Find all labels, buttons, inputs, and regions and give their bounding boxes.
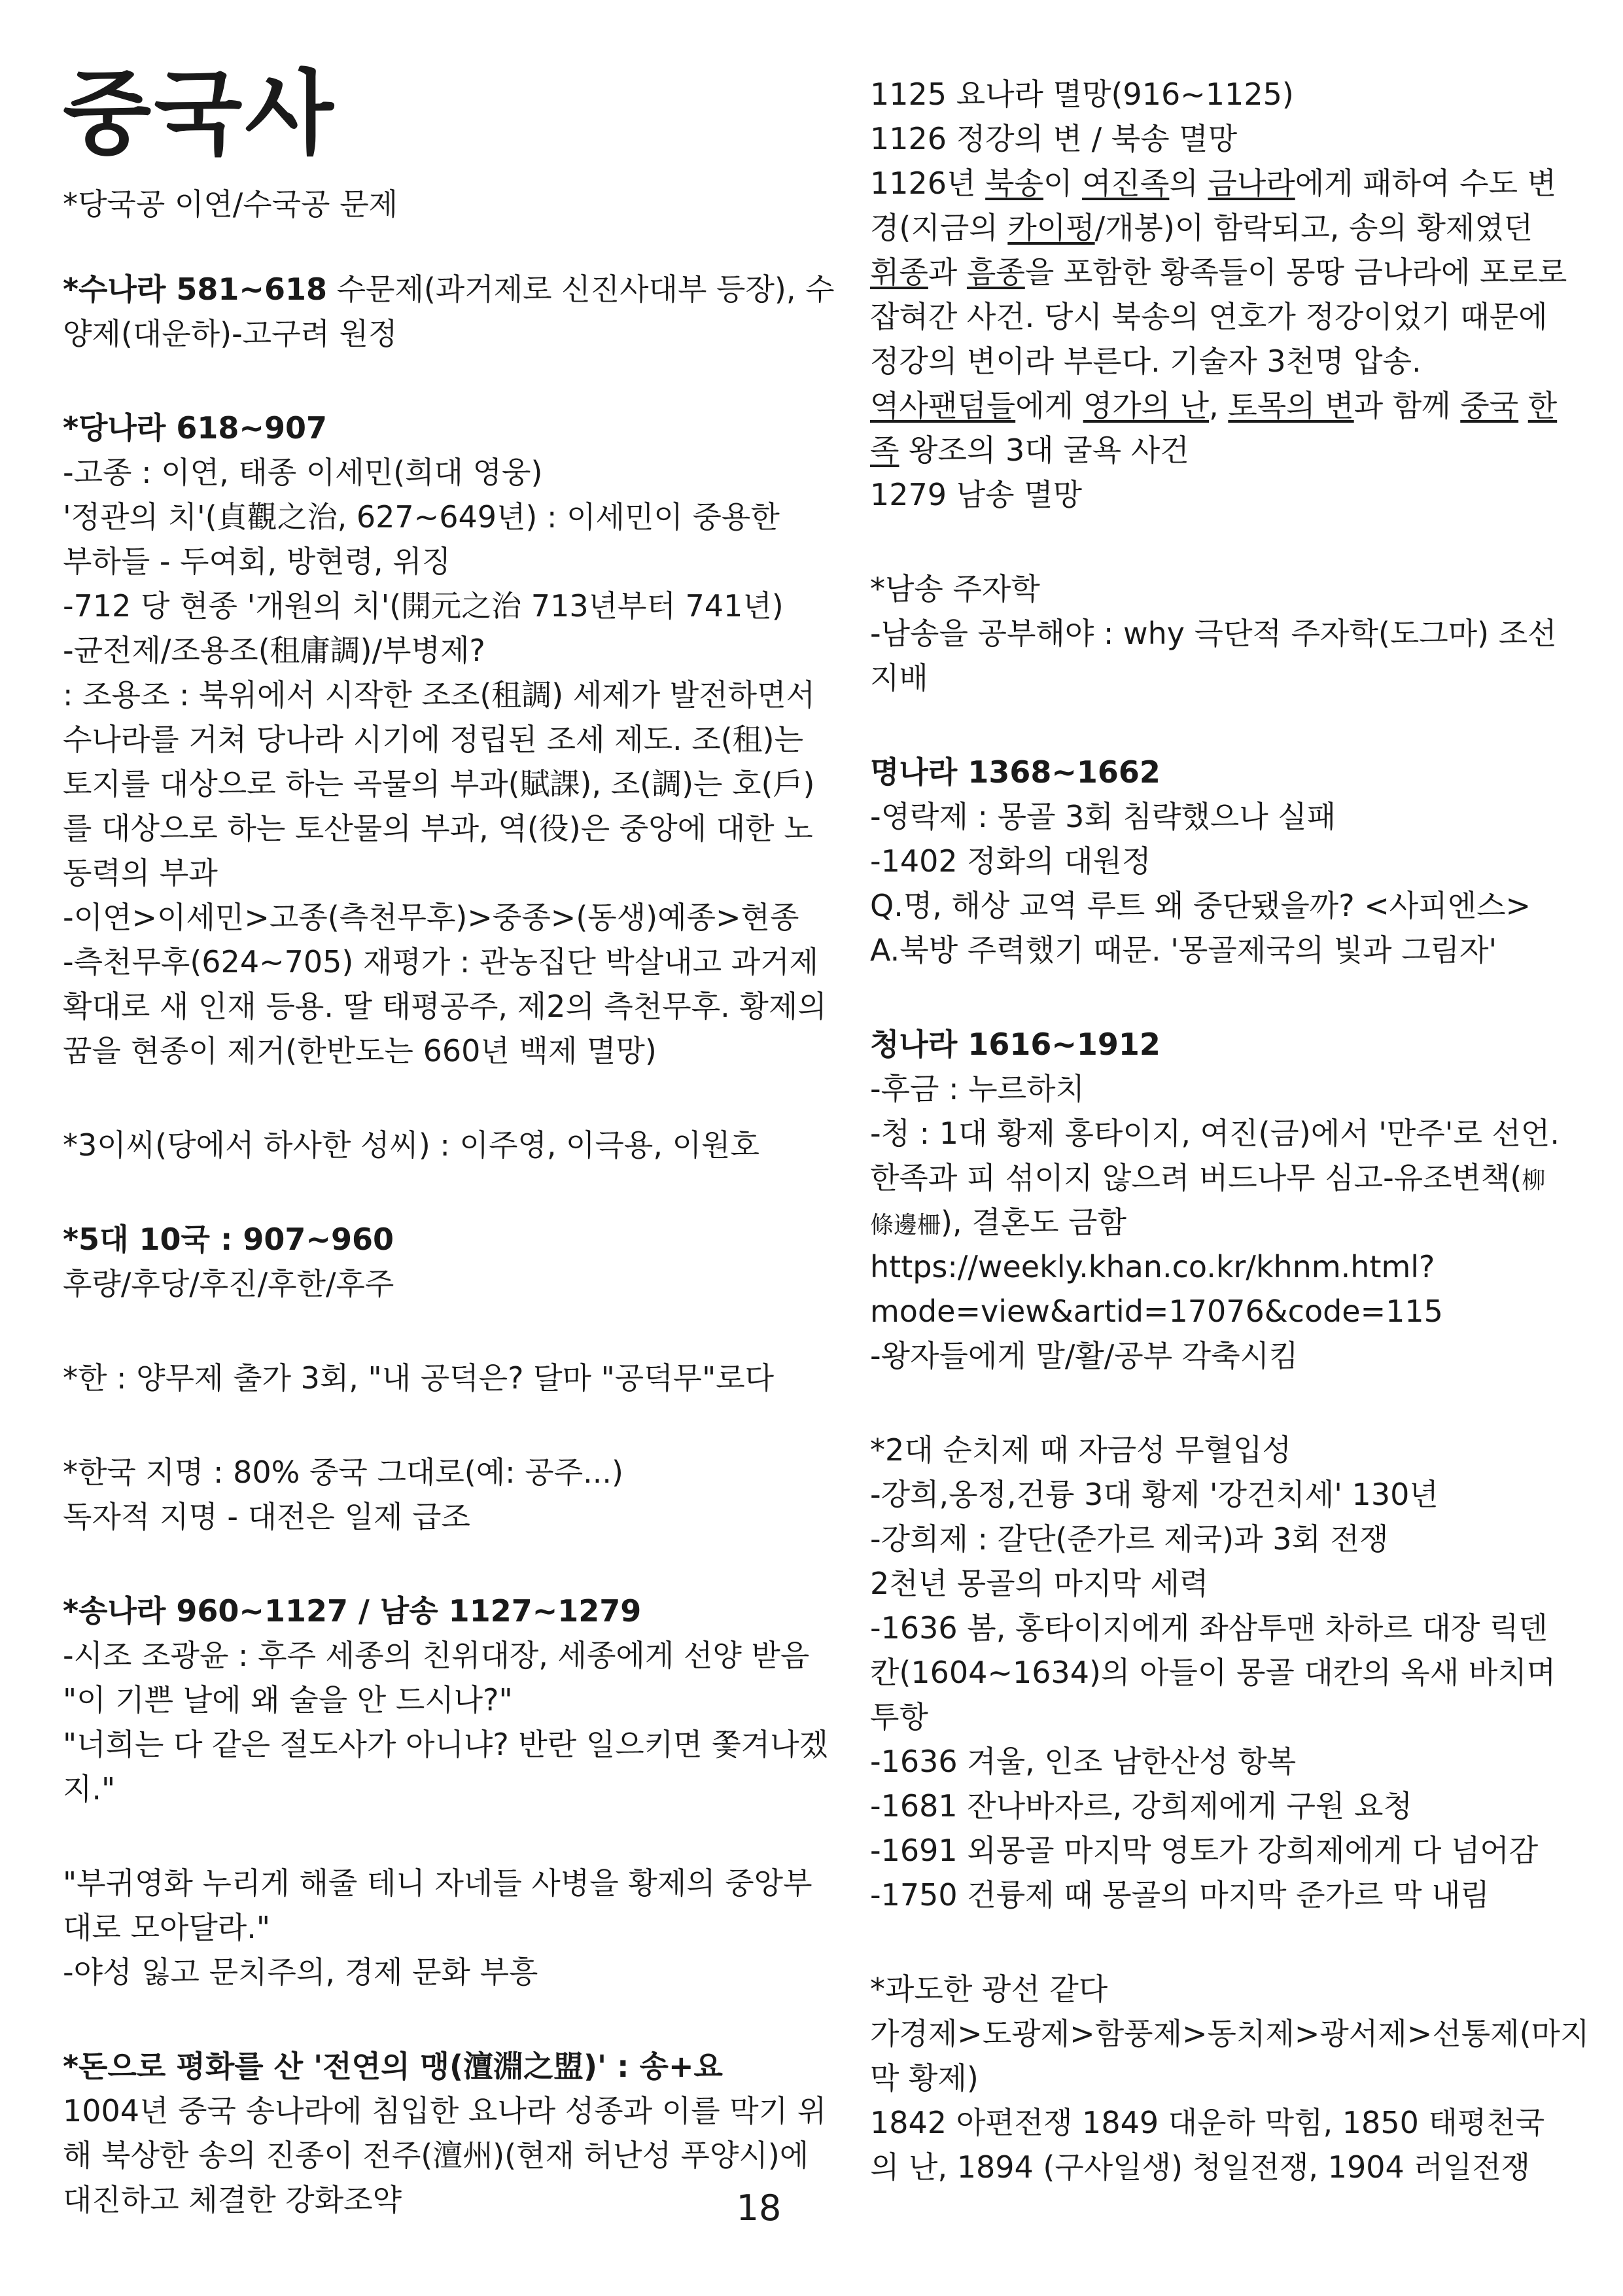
left-text-line: 대진하고 체결한 강화조약 (63, 2182, 402, 2217)
text-span: 과 함께 (1353, 388, 1461, 423)
left-text-line: 수나라를 거쳐 당나라 시기에 정립된 조세 제도. 조(租)는 (63, 722, 804, 757)
right-text-line: 칸(1604~1634)의 아들이 몽골 대칸의 옥새 바치며 (870, 1655, 1556, 1690)
page-title: 중국사 (63, 61, 336, 168)
right-text-line (870, 207, 1533, 249)
text-span: *수나라 581~618 (63, 272, 327, 307)
text-span: 북송 (985, 166, 1043, 201)
text-span: 한 (1527, 388, 1558, 423)
left-text-line: -이연>이세민>고종(측천무후)>중종>(동생)예종>현종 (63, 900, 799, 935)
right-text-line: 잡혀간 사건. 당시 북송의 연호가 정강이었기 때문에 (870, 299, 1548, 334)
right-text-line: -청 : 1대 황제 홍타이지, 여진(금)에서 '만주'로 선언. (870, 1116, 1560, 1151)
text-span: 토목의 변 (1228, 388, 1354, 423)
right-text-line: 막 황제) (870, 2060, 979, 2096)
right-text-line: 의 난, 1894 (구사일생) 청일전쟁, 1904 러일전쟁 (870, 2149, 1531, 2185)
left-text-line: 꿈을 현종이 제거(한반도는 660년 백제 멸망) (63, 1033, 657, 1069)
text-span: 에게 (1015, 388, 1083, 423)
text-span: 흠종 (966, 255, 1025, 290)
text-span: 에게 패하여 수도 변 (1295, 166, 1557, 201)
left-text-line: -균전제/조용조(租庸調)/부병제? (63, 633, 485, 668)
right-text-line: 투항 (870, 1699, 928, 1735)
right-text-line: 1125 요나라 멸망(916~1125) (870, 77, 1294, 112)
right-text-line: -왕자들에게 말/활/공부 각축시킴 (870, 1338, 1299, 1373)
right-text-line: -강희,옹정,건륭 3대 황제 '강건치세' 130년 (870, 1477, 1439, 1512)
text-span: 의 (1169, 166, 1208, 201)
text-span: *송나라 960~1127 / 남송 1127~1279 (63, 1593, 642, 1629)
right-text-line: 1842 아편전쟁 1849 대운하 막힘, 1850 태평천국 (870, 2105, 1545, 2140)
text-span: 1126년 (870, 166, 986, 201)
left-text-line: *한 : 양무제 출가 3회, "내 공덕은? 달마 "공덕무"로다 (63, 1360, 775, 1396)
left-text-line (63, 407, 327, 449)
text-span: 條邊柵 (870, 1212, 941, 1239)
right-text-line: -남송을 공부해야 : why 극단적 주자학(도그마) 조선 (870, 616, 1557, 651)
right-text-line: -1636 봄, 홍타이지에게 좌삼투맨 차하르 대장 릭덴 (870, 1610, 1548, 1646)
text-span: 한족과 피 섞이지 않으려 버드나무 심고-유조변책( (870, 1160, 1522, 1195)
left-text-line: 1004년 중국 송나라에 침입한 요나라 성종과 이를 막기 위 (63, 2093, 827, 2128)
left-text-line (63, 268, 835, 310)
left-text-line: -측천무후(624~705) 재평가 : 관농집단 박살내고 과거제 (63, 944, 819, 980)
page-number: 18 (736, 2187, 782, 2229)
right-text-line (870, 162, 1556, 204)
left-text-line: 후량/후당/후진/후한/후주 (63, 1266, 394, 1301)
right-text-line (870, 1201, 1126, 1246)
right-text-line (870, 429, 1189, 471)
left-text-line: "부귀영화 누리게 해줄 테니 자네들 사병을 황제의 중앙부 (63, 1865, 812, 1901)
left-text-line: *당국공 이연/수국공 문제 (63, 186, 398, 222)
right-text-line: -1750 건륭제 때 몽골의 마지막 준가르 막 내림 (870, 1877, 1490, 1913)
text-span: 명나라 1368~1662 (870, 754, 1161, 790)
left-text-line: 동력의 부과 (63, 855, 218, 891)
left-text-line: 확대로 새 인재 등용. 딸 태평공주, 제2의 측천무후. 황제의 (63, 989, 827, 1024)
left-text-line: : 조용조 : 북위에서 시작한 조조(租調) 세제가 발전하면서 (63, 677, 815, 713)
text-span: 금나라 (1208, 166, 1295, 201)
text-span: , (1209, 388, 1229, 423)
text-span: 청나라 1616~1912 (870, 1027, 1161, 1062)
text-span: 수문제(과거제로 신진사대부 등장), 수 (326, 272, 835, 307)
left-text-line: -712 당 현종 '개원의 치'(開元之治 713년부터 741년) (63, 588, 784, 624)
text-span: 휘종 (870, 255, 928, 290)
left-text-line (63, 1590, 641, 1632)
right-text-line: 가경제>도광제>함풍제>동치제>광서제>선통제(마지 (870, 2016, 1590, 2051)
right-text-line: -영락제 : 몽골 3회 침략했으나 실패 (870, 799, 1336, 834)
text-span: *5대 10국 : 907~960 (63, 1222, 394, 1257)
left-text-line: *한국 지명 : 80% 중국 그대로(예: 공주...) (63, 1455, 623, 1490)
right-text-line (870, 385, 1557, 427)
text-span (1518, 388, 1528, 423)
right-text-line: *과도한 광선 같다 (870, 1971, 1108, 2007)
left-text-line: 를 대상으로 하는 토산물의 부과, 역(役)은 중앙에 대한 노 (63, 811, 813, 846)
right-text-line: 2천년 몽골의 마지막 세력 (870, 1566, 1209, 1601)
right-text-line: 1279 남송 멸망 (870, 477, 1083, 512)
text-span: 족 (870, 433, 899, 468)
left-text-line: *3이씨(당에서 하사한 성씨) : 이주영, 이극용, 이원호 (63, 1127, 759, 1163)
right-text-line (870, 1023, 1161, 1065)
text-span: 경(지금의 (870, 210, 1008, 245)
right-text-line: Q.명, 해상 교역 루트 왜 중단됐을까? <사피엔스> (870, 888, 1531, 923)
left-text-line (63, 2045, 723, 2087)
text-span: 을 포함한 황족들이 몽땅 금나라에 포로로 (1024, 255, 1567, 290)
left-text-line: 독자적 지명 - 대전은 일제 급조 (63, 1499, 470, 1534)
text-span: /개봉)이 함락되고, 송의 황제였던 (1094, 210, 1533, 245)
right-text-line: *남송 주자학 (870, 571, 1040, 607)
left-text-line: 해 북상한 송의 진종이 전주(澶州)(현재 허난성 푸양시)에 (63, 2138, 809, 2173)
text-span: 柳 (1522, 1167, 1546, 1194)
text-span: 영가의 난 (1083, 388, 1210, 423)
right-text-line: *2대 순치제 때 자금성 무혈입성 (870, 1432, 1291, 1468)
right-text-line: mode=view&artid=17076&code=115 (870, 1294, 1443, 1329)
right-text-line (870, 1157, 1545, 1202)
right-text-line: -1691 외몽골 마지막 영토가 강희제에게 다 넘어감 (870, 1833, 1539, 1868)
left-text-line: '정관의 치'(貞觀之治, 627~649년) : 이세민이 중용한 (63, 499, 780, 535)
left-text-line: "너희는 다 같은 절도사가 아니냐? 반란 일으키면 쫓겨나겠 (63, 1727, 828, 1762)
right-text-line: -1402 정화의 대원정 (870, 843, 1151, 879)
left-text-line (63, 1218, 394, 1260)
left-text-line: 지." (63, 1771, 116, 1807)
right-text-line: -1681 잔나바자르, 강희제에게 구원 요청 (870, 1788, 1412, 1824)
text-span: 왕조의 3대 굴욕 사건 (899, 433, 1189, 468)
text-span: *돈으로 평화를 산 '전연의 맹(澶淵之盟)' : 송+요 (63, 2049, 723, 2084)
left-text-line: "이 기쁜 날에 왜 술을 안 드시나?" (63, 1682, 513, 1718)
text-span: 역사팬덤들 (870, 388, 1016, 423)
left-text-line: 부하들 - 두여회, 방현령, 위징 (63, 544, 451, 579)
right-text-line: https://weekly.khan.co.kr/khnm.html? (870, 1249, 1435, 1284)
text-span: 카이펑 (1007, 210, 1095, 245)
text-span: 여진족 (1082, 166, 1170, 201)
left-text-line: 양제(대운하)-고구려 원정 (63, 316, 398, 351)
left-text-line: 대로 모아달라." (63, 1910, 271, 1945)
text-span: 중국 (1460, 388, 1519, 423)
right-text-line (870, 751, 1161, 793)
right-text-line: 정강의 변이라 부른다. 기술자 3천명 압송. (870, 344, 1422, 379)
right-text-line: -1636 겨울, 인조 남한산성 항복 (870, 1744, 1297, 1779)
left-text-line: -시조 조광윤 : 후주 세종의 친위대장, 세종에게 선양 받음 (63, 1638, 810, 1673)
right-text-line: -강희제 : 갈단(준가르 제국)과 3회 전쟁 (870, 1521, 1389, 1557)
left-text-line: 토지를 대상으로 하는 곡물의 부과(賦課), 조(調)는 호(戶) (63, 766, 815, 802)
text-span: 과 (928, 255, 967, 290)
right-text-line: -후금 : 누르하치 (870, 1071, 1085, 1106)
right-text-line: 지배 (870, 660, 928, 696)
left-text-line: -고종 : 이연, 태종 이세민(희대 영웅) (63, 455, 543, 490)
text-span: ), 결혼도 금함 (941, 1205, 1127, 1240)
right-text-line: 1126 정강의 변 / 북송 멸망 (870, 121, 1238, 156)
text-span: *당나라 618~907 (63, 410, 327, 446)
right-text-line: A.북방 주력했기 때문. '몽골제국의 빛과 그림자' (870, 932, 1497, 968)
right-text-line (870, 251, 1567, 293)
text-span: 이 (1043, 166, 1083, 201)
left-text-line: -야성 잃고 문치주의, 경제 문화 부흥 (63, 1954, 538, 1990)
